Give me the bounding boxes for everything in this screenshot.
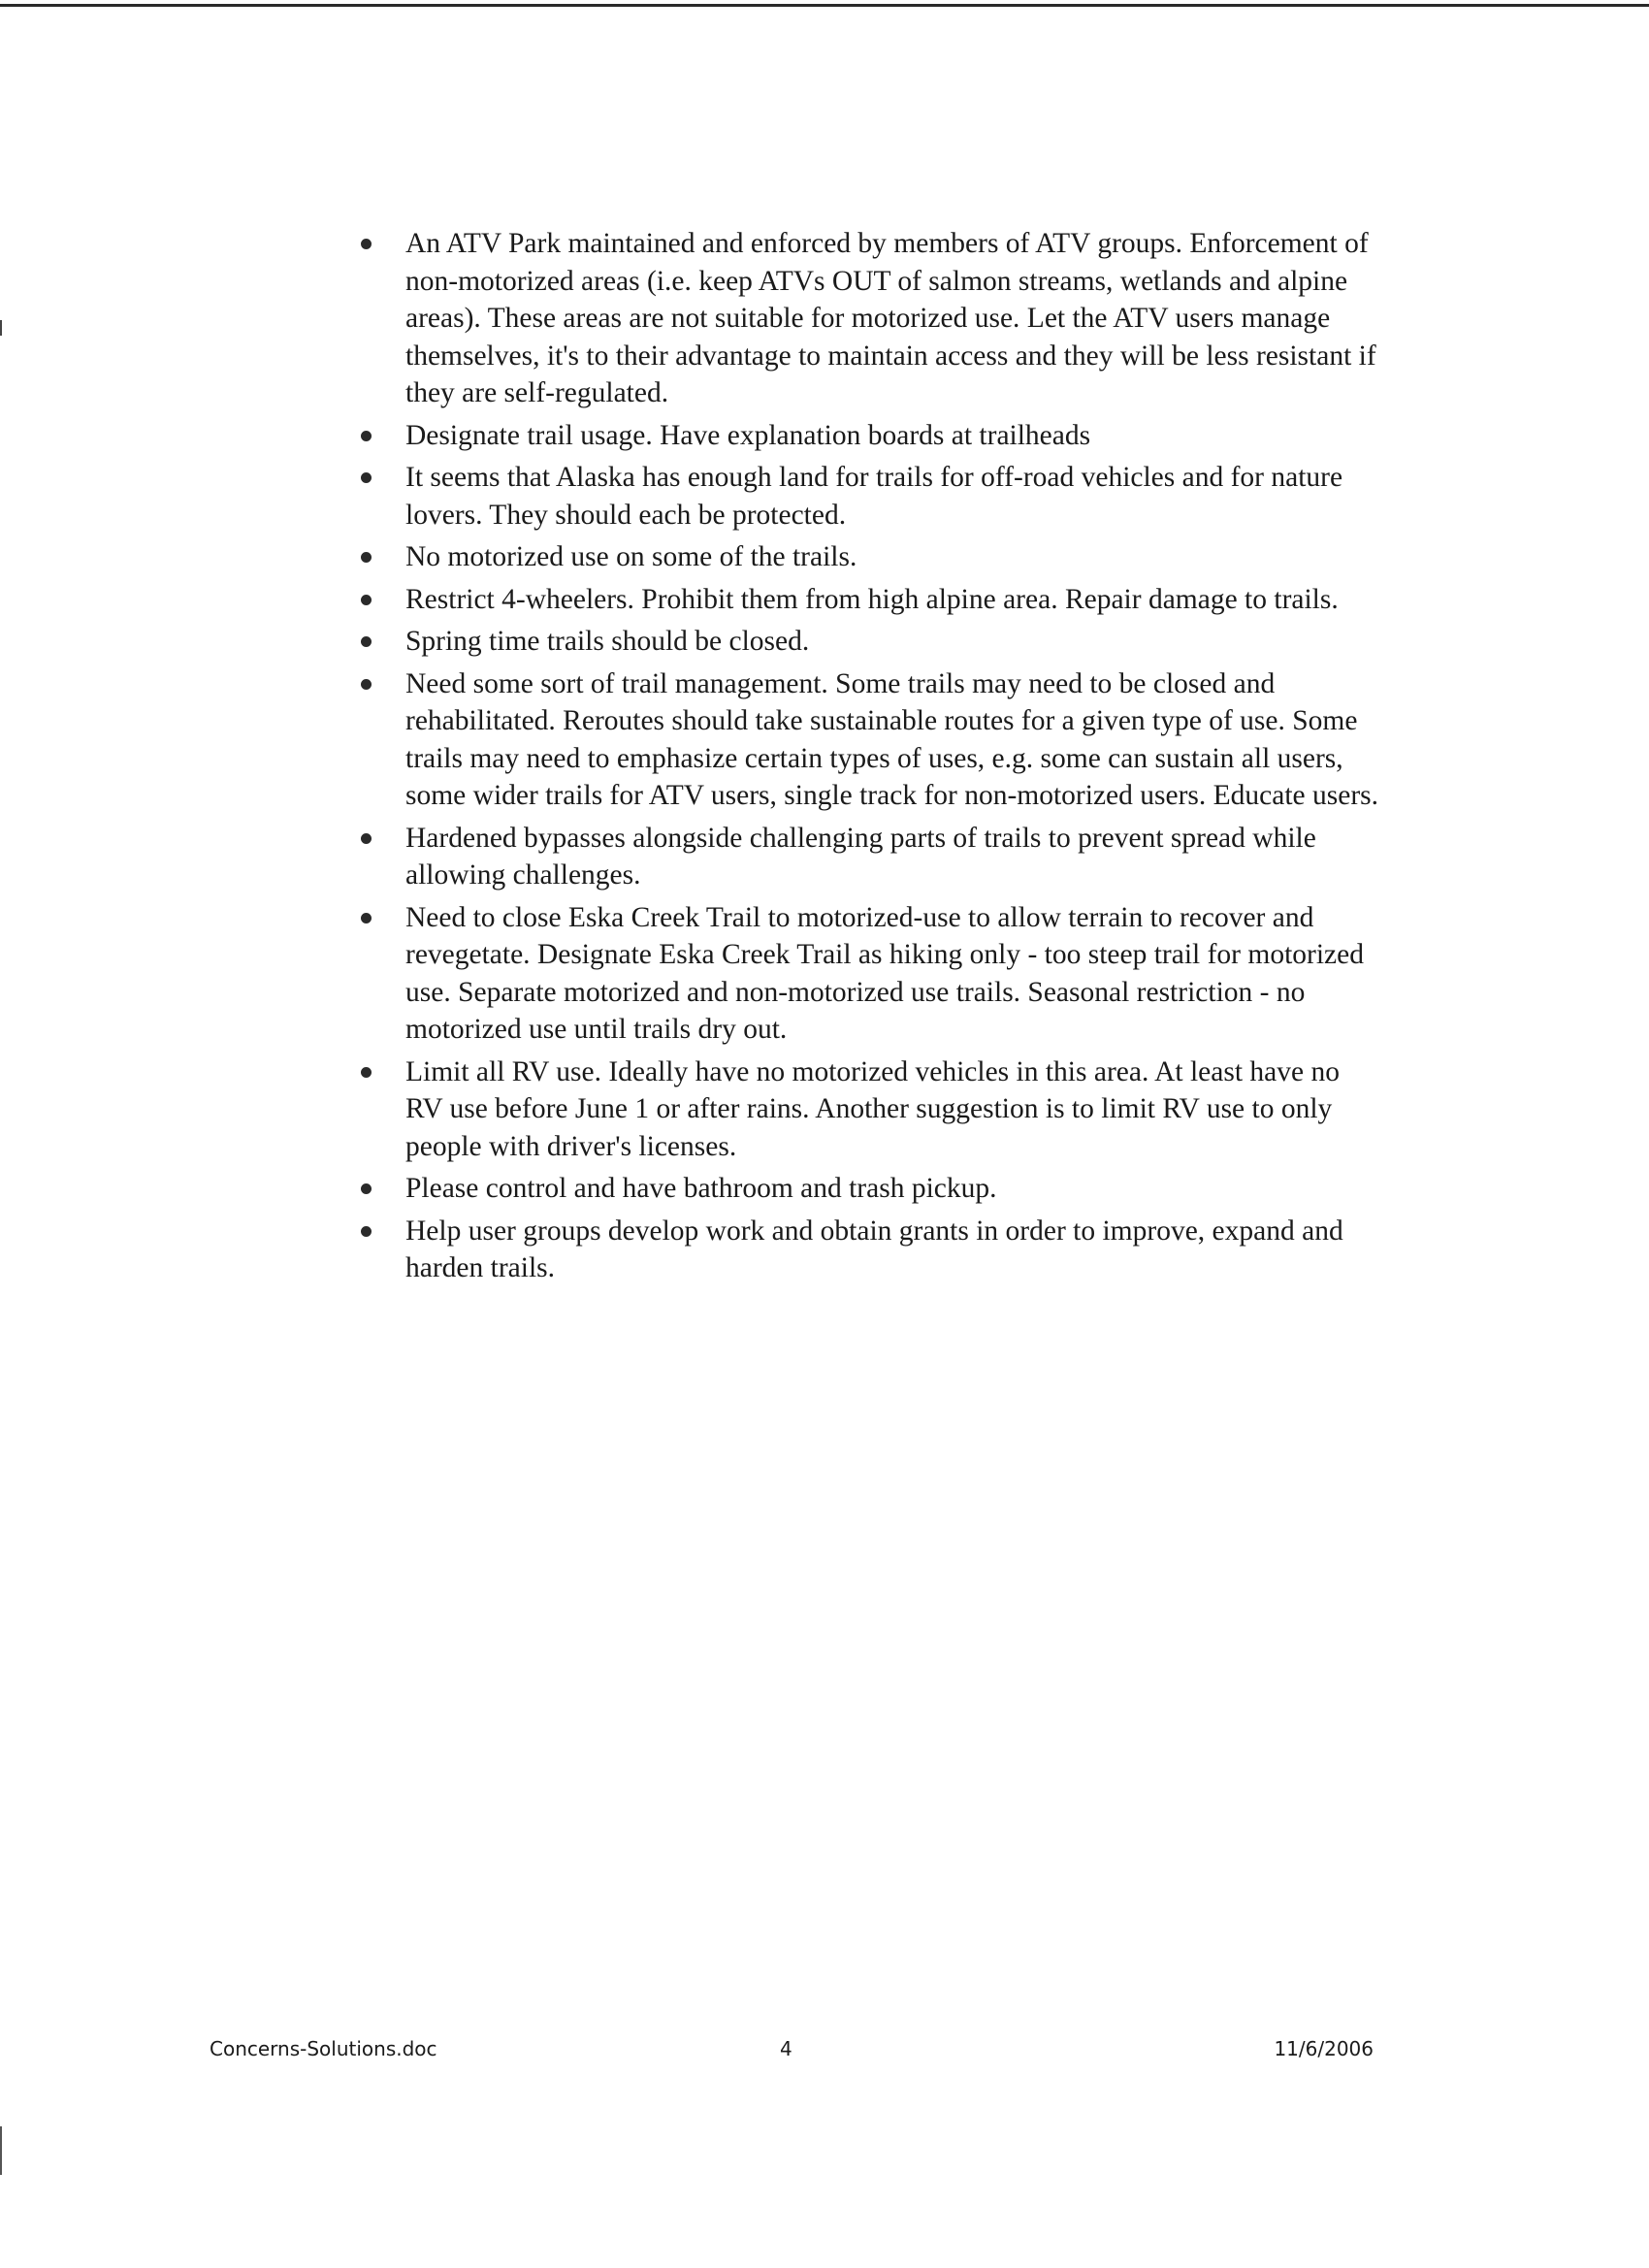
bullet-icon <box>361 1067 372 1078</box>
footer-date: 11/6/2006 <box>1274 2037 1374 2060</box>
bullet-icon <box>361 833 372 844</box>
list-item-text: Please control and have bathroom and trash pickup. <box>405 1173 997 1204</box>
list-item-text: Designate trail usage. Have explanation boards at trailheads <box>405 419 1091 451</box>
list-item <box>353 665 1381 815</box>
bullet-icon <box>361 595 372 605</box>
bullet-icon <box>361 1226 372 1237</box>
bullet-icon <box>361 472 372 483</box>
list-item-text: Need some sort of trail management. Some trails may need to be closed and rehabilitated. Reroutes should take sustainable routes for a given type of use. Some trails may need to emphasize certain types of uses, e.g. some can sustain all users, some wider trails for ATV users, single track for non-motorized users. Educate users. <box>405 667 1379 811</box>
list-item <box>353 225 1381 412</box>
list-item-text: No motorized use on some of the trails. <box>405 541 857 572</box>
list-item-text: Hardened bypasses alongside challenging parts of trails to prevent spread while allowing challenges. <box>405 822 1316 891</box>
bullet-icon <box>361 679 372 690</box>
footer-filename: Concerns-Solutions.doc <box>210 2037 437 2060</box>
bullet-icon <box>361 431 372 441</box>
list-item-text: Limit all RV use. Ideally have no motorized vehicles in this area. At least have no RV use before June 1 or after rains. Another suggestion is to limit RV use to only people with driver's licenses. <box>405 1055 1340 1162</box>
list-item <box>353 538 1381 576</box>
list-item <box>353 820 1381 894</box>
list-item <box>353 1053 1381 1166</box>
page-footer <box>210 2037 1374 2072</box>
footer-page-number: 4 <box>780 2037 792 2060</box>
list-item <box>353 581 1381 619</box>
bullet-icon <box>361 552 372 563</box>
list-item <box>353 1170 1381 1208</box>
top-border-line <box>0 4 1649 7</box>
bullet-icon <box>361 636 372 647</box>
list-item-text: It seems that Alaska has enough land for trails for off-road vehicles and for nature lovers. They should each be protected. <box>405 462 1343 531</box>
bullet-icon <box>361 239 372 249</box>
list-item <box>353 1213 1381 1287</box>
scan-edge-mark <box>0 320 2 336</box>
list-item-text: Restrict 4-wheelers. Prohibit them from high alpine area. Repair damage to trails. <box>405 583 1339 615</box>
list-item-text: Help user groups develop work and obtain grants in order to improve, expand and harden trails. <box>405 1215 1343 1283</box>
list-item-text: Need to close Eska Creek Trail to motorized-use to allow terrain to recover and revegetate. Designate Eska Creek Trail as hiking only - too steep trail for motorized use. Separate motorized and non-motorized use trails. Seasonal restriction - no motorized use until trails dry out. <box>405 901 1364 1045</box>
list-item <box>353 417 1381 455</box>
bullet-icon <box>361 1183 372 1194</box>
bullet-list <box>353 225 1381 1292</box>
list-item <box>353 899 1381 1049</box>
list-item-text: An ATV Park maintained and enforced by members of ATV groups. Enforcement of non-motorized areas (i.e. keep ATVs OUT of salmon streams, wetlands and alpine areas). These areas are not suitable for motorized use. Let the ATV users manage themselves, it's to their advantage to maintain access and they will be less resistant if they are self-regulated. <box>405 228 1376 408</box>
list-item-text: Spring time trails should be closed. <box>405 626 810 657</box>
list-item <box>353 459 1381 534</box>
scan-edge-mark <box>0 2126 2 2175</box>
bullet-icon <box>361 913 372 923</box>
list-item <box>353 623 1381 661</box>
